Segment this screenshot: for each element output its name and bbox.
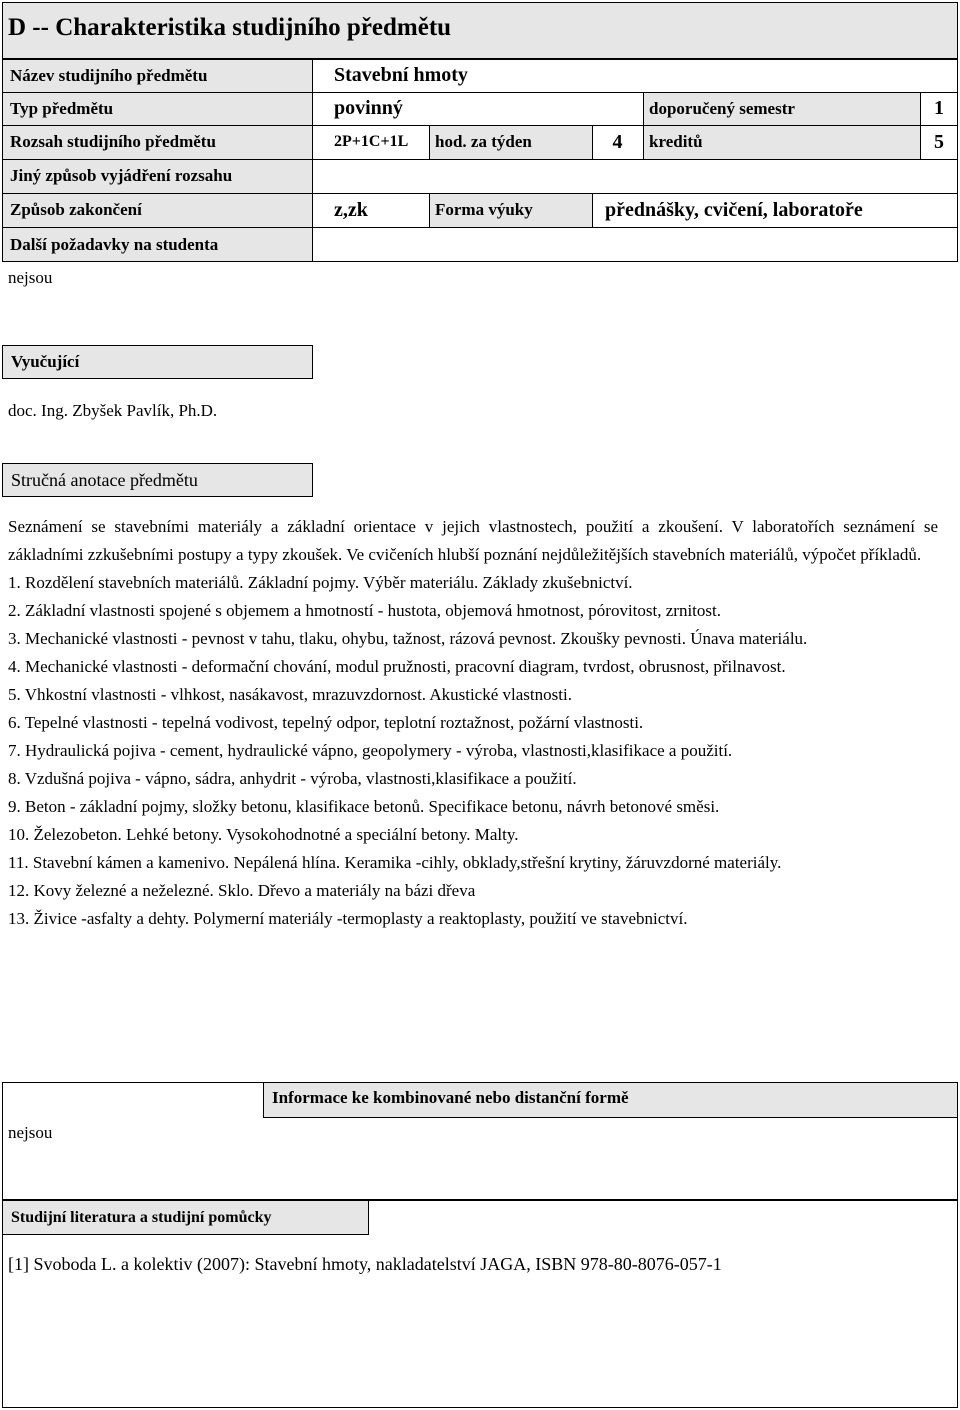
subject-type-label: Typ předmětu — [10, 98, 114, 118]
hours-value: 4 — [612, 130, 623, 153]
annotation-item: 12. Kovy železné a neželezné. Sklo. Dřevo a materiály na bázi dřeva — [8, 881, 476, 900]
annotation-item: 8. Vzdušná pojiva - vápno, sádra, anhydrit - výroba, vlastnosti,klasifikace a použití. — [8, 769, 577, 788]
annotation-item: 5. Vhkostní vlastnosti - vlhkost, nasákavost, mrazuvzdornost. Akustické vlastnosti. — [8, 685, 572, 704]
page-title: D -- Charakteristika studijního předmětu — [8, 14, 452, 41]
credits-value: 5 — [934, 130, 944, 153]
subject-name-value: Stavební hmoty — [334, 64, 468, 86]
distance-label: Informace ke kombinované nebo distanční formě — [272, 1088, 629, 1107]
teachers-value: doc. Ing. Zbyšek Pavlík, Ph.D. — [8, 401, 218, 420]
literature-label: Studijní literatura a studijní pomůcky — [2, 1200, 369, 1235]
literature-value: [1] Svoboda L. a kolektiv (2007): Stavební hmoty, nakladatelství JAGA, ISBN 978-80-8076-057-1 — [8, 1254, 722, 1274]
form-label: Forma výuky — [435, 200, 533, 219]
form-value: přednášky, cvičení, laboratoře — [605, 198, 863, 221]
distance-value: nejsou — [8, 1123, 53, 1142]
annotation-item: 4. Mechanické vlastnosti - deformační chování, modul pružnosti, pracovní diagram, tvrdost, obrusnost, přilnavost. — [8, 657, 786, 676]
annotation-item: 6. Tepelné vlastnosti - tepelná vodivost, tepelný odpor, teplotní roztažnost, požární vlastnosti. — [8, 713, 644, 732]
scope-value: 2P+1C+1L — [334, 133, 409, 150]
other-scope-label: Jiný způsob vyjádření rozsahu — [10, 166, 233, 185]
annotation-item: 13. Živice -asfalty a dehty. Polymerní materiály -termoplasty a reaktoplasty, použití ve stavebnictví. — [8, 909, 688, 928]
semester-label: doporučený semestr — [649, 98, 795, 118]
literature-box — [2, 1200, 958, 1408]
annotation-item: 1. Rozdělení stavebních materiálů. Základní pojmy. Výběr materiálu. Základy zkušebnictví. — [8, 573, 633, 592]
requirements-label: Další požadavky na studenta — [10, 234, 219, 254]
completion-value: z,zk — [334, 198, 368, 221]
completion-label: Způsob zakončení — [10, 200, 142, 219]
annotation-item: 9. Beton - základní pojmy, složky betonu, klasifikace betonů. Specifikace betonu, návrh betonové směsi. — [8, 797, 720, 816]
annotation-intro: Seznámení se stavebními materiály a základní orientace v jejich vlastnostech, použití a zkoušení. V laboratořích seznámení se základními zzkušebními postupy a typy zkoušek. Ve cvičeních hlubší poznání nejdůležitějších stavebních materiálů, výpočet příkladů. — [8, 517, 938, 564]
teachers-label: Vyučující — [2, 345, 313, 379]
annotation-item: 3. Mechanické vlastnosti - pevnost v tahu, tlaku, ohybu, tažnost, rázová pevnost. Zkoušky pevnosti. Únava materiálu. — [8, 629, 808, 648]
annotation-item: 7. Hydraulická pojiva - cement, hydraulické vápno, geopolymery - výroba, vlastnosti,klasifikace a použití. — [8, 741, 733, 760]
annotation-item: 11. Stavební kámen a kamenivo. Nepálená hlína. Keramika -cihly, obklady,střešní krytiny, žáruvzdorné materiály. — [8, 853, 782, 872]
annotation-item: 10. Železobeton. Lehké betony. Vysokohodnotné a speciální betony. Malty. — [8, 825, 519, 844]
semester-value: 1 — [934, 97, 944, 119]
scope-label: Rozsah studijního předmětu — [10, 132, 216, 151]
annotation-label: Stručná anotace předmětu — [2, 463, 313, 497]
annotation-item: 2. Základní vlastnosti spojené s objemem a hmotností - hustota, objemová hmotnost, pórovitost, zrnitost. — [8, 601, 721, 620]
hours-label: hod. za týden — [435, 132, 532, 151]
subject-name-label: Název studijního předmětu — [10, 65, 208, 85]
annotation-body — [8, 513, 938, 933]
credits-label: kreditů — [649, 132, 703, 151]
requirements-value: nejsou — [8, 268, 53, 287]
subject-type-value: povinný — [334, 97, 403, 119]
